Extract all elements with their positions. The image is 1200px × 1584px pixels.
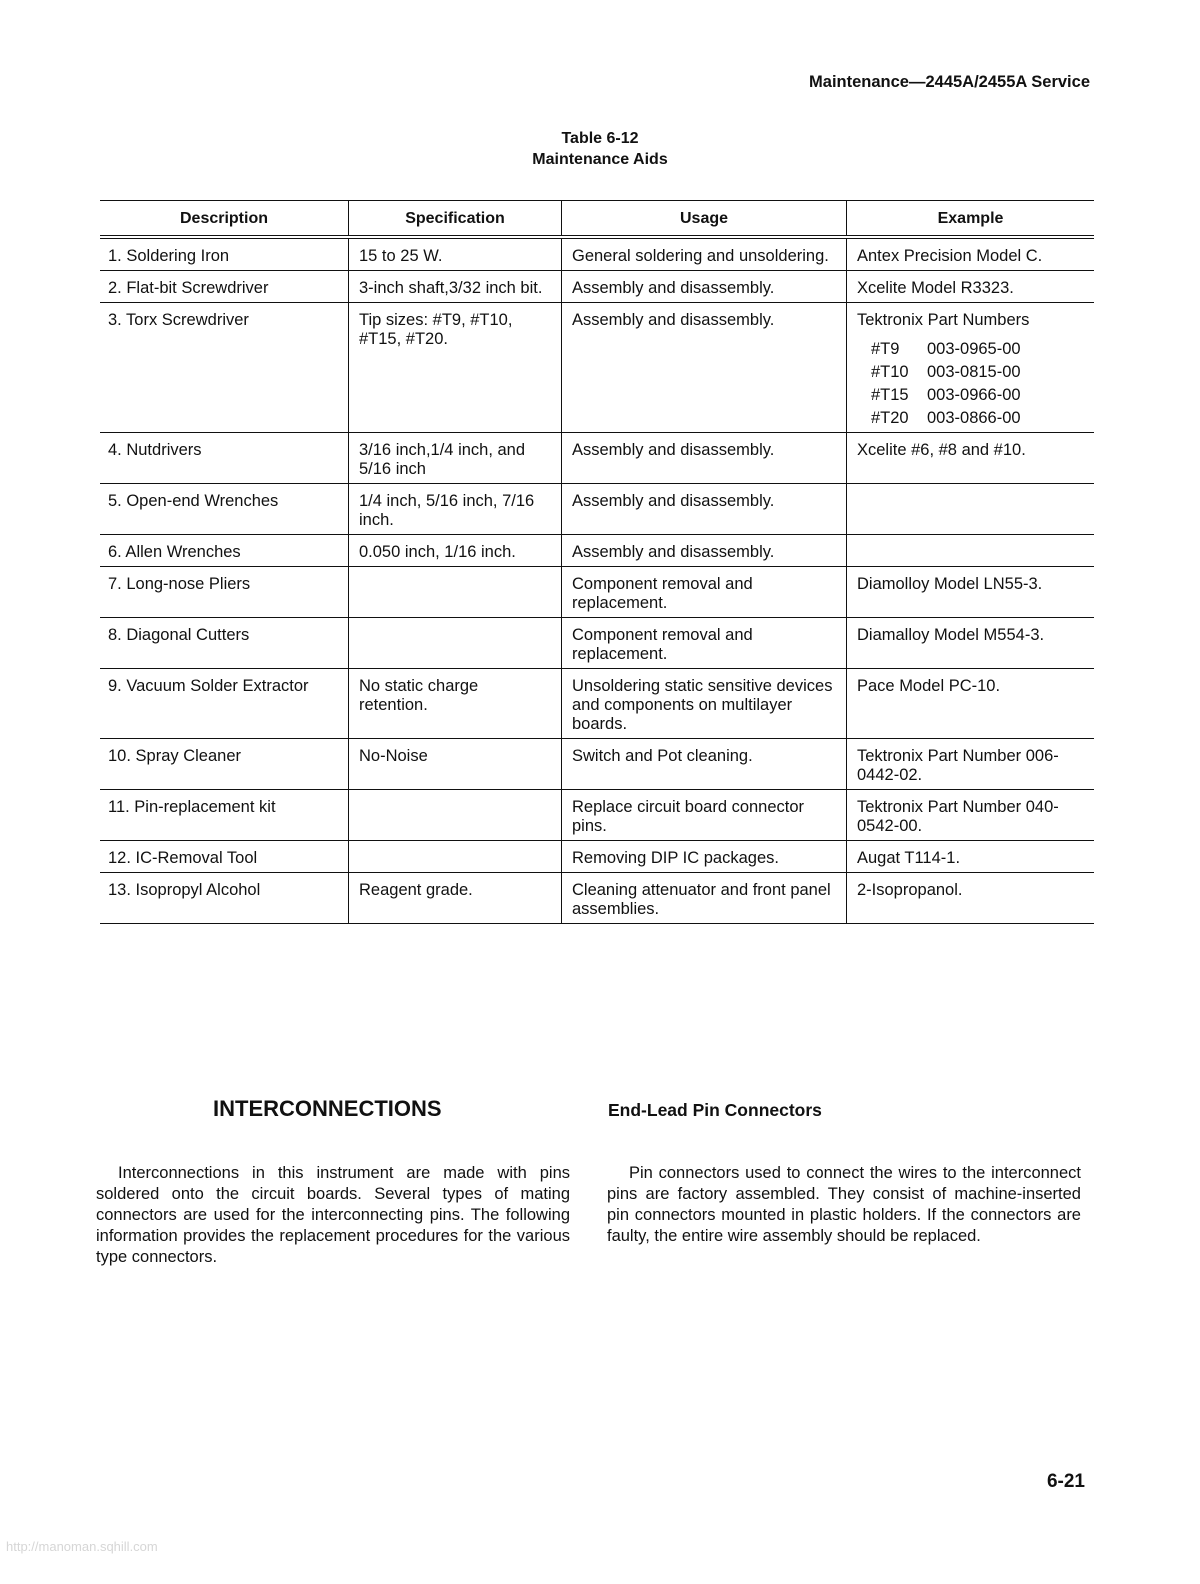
row-usage [562, 433, 847, 484]
row-example-text: Tektronix Part Number 040-0542-00. [857, 798, 1059, 835]
tektronix-part-number: 003-0866-00 [927, 409, 1021, 427]
row-specification-text: Reagent grade. [359, 881, 473, 899]
row-description-text: 7. Long-nose Pliers [108, 575, 251, 593]
row-description-text: 6. Allen Wrenches [108, 543, 241, 561]
row-example [847, 567, 1095, 618]
row-example [847, 237, 1095, 271]
table-row [100, 873, 1094, 924]
row-description [100, 535, 349, 567]
table-title: Maintenance Aids [532, 151, 668, 168]
table-header-row [100, 201, 1094, 238]
row-example [847, 433, 1095, 484]
table-body [100, 237, 1094, 924]
row-specification [349, 669, 562, 739]
row-specification [349, 790, 562, 841]
torx-tip-size: #T9 [871, 340, 900, 358]
row-usage [562, 567, 847, 618]
row-example [847, 841, 1095, 873]
row-description [100, 739, 349, 790]
row-specification [349, 873, 562, 924]
row-example-text: Diamalloy Model M554-3. [857, 626, 1045, 644]
torx-tip-size: #T10 [871, 363, 909, 381]
row-description [100, 303, 349, 433]
part-number-item [857, 386, 1084, 405]
part-number-item [857, 340, 1084, 359]
row-usage [562, 271, 847, 303]
row-example-text: Tektronix Part Numbers [857, 311, 1030, 329]
row-example-text: Xcelite Model R3323. [857, 279, 1014, 297]
section-heading-interconnections: INTERCONNECTIONS [213, 1096, 442, 1121]
table-row [100, 303, 1094, 433]
row-specification-text: 1/4 inch, 5/16 inch, 7/16 inch. [359, 492, 535, 529]
row-description [100, 790, 349, 841]
table-row [100, 484, 1094, 535]
row-example-text: 2-Isopropanol. [857, 881, 963, 899]
row-description-text: 4. Nutdrivers [108, 441, 202, 459]
row-description [100, 271, 349, 303]
row-usage [562, 484, 847, 535]
row-usage [562, 873, 847, 924]
row-usage-text: General soldering and unsoldering. [572, 247, 829, 265]
row-usage [562, 618, 847, 669]
column-header-usage: Usage [562, 201, 847, 238]
torx-tip-size: #T15 [871, 386, 909, 404]
row-description [100, 669, 349, 739]
table-row [100, 841, 1094, 873]
tektronix-part-number: 003-0965-00 [927, 340, 1021, 358]
table-row [100, 790, 1094, 841]
row-example [847, 484, 1095, 535]
column-header-example: Example [847, 201, 1095, 238]
row-description [100, 567, 349, 618]
table-row [100, 669, 1094, 739]
row-specification-text: 0.050 inch, 1/16 inch. [359, 543, 516, 561]
row-description [100, 237, 349, 271]
column-header-specification: Specification [349, 201, 562, 238]
watermark-url: http://manoman.sqhill.com [6, 1539, 158, 1554]
table-row [100, 535, 1094, 567]
row-usage [562, 237, 847, 271]
table-row [100, 271, 1094, 303]
row-usage [562, 535, 847, 567]
row-specification [349, 841, 562, 873]
row-example [847, 739, 1095, 790]
row-usage-text: Switch and Pot cleaning. [572, 747, 753, 765]
row-usage [562, 303, 847, 433]
tektronix-part-number: 003-0966-00 [927, 386, 1021, 404]
row-example-text: Antex Precision Model C. [857, 247, 1043, 265]
interconnections-paragraph: Interconnections in this instrument are made with pins soldered onto the circuit boards. Several types of mating connectors are used for the interconnecting pins. The following information provides the replacement procedures for the various type connectors. [96, 1164, 570, 1266]
row-example [847, 790, 1095, 841]
row-description [100, 841, 349, 873]
table-row [100, 618, 1094, 669]
row-usage [562, 669, 847, 739]
row-usage-text: Component removal and replacement. [572, 575, 753, 612]
row-description-text: 8. Diagonal Cutters [108, 626, 250, 644]
row-description-text: 1. Soldering Iron [108, 247, 230, 265]
row-example [847, 303, 1095, 433]
row-usage-text: Assembly and disassembly. [572, 543, 775, 561]
part-number-item [857, 363, 1084, 382]
row-usage-text: Assembly and disassembly. [572, 279, 775, 297]
row-specification-text: Tip sizes: #T9, #T10, #T15, #T20. [359, 311, 513, 348]
table-row [100, 433, 1094, 484]
torx-tip-size: #T20 [871, 409, 909, 427]
row-specification [349, 303, 562, 433]
row-description [100, 873, 349, 924]
row-example [847, 669, 1095, 739]
row-specification [349, 237, 562, 271]
part-number-list [857, 340, 1084, 428]
row-example [847, 535, 1095, 567]
part-number-item [857, 409, 1084, 428]
row-example [847, 271, 1095, 303]
row-example-text: Augat T114-1. [857, 849, 961, 867]
row-description-text: 5. Open-end Wrenches [108, 492, 279, 510]
maintenance-aids-table [100, 200, 1094, 924]
row-usage-text: Assembly and disassembly. [572, 311, 775, 329]
row-example-text: Xcelite #6, #8 and #10. [857, 441, 1026, 459]
row-specification-text: No-Noise [359, 747, 428, 765]
row-specification [349, 567, 562, 618]
row-specification-text: 3-inch shaft,3/32 inch bit. [359, 279, 543, 297]
row-usage-text: Component removal and replacement. [572, 626, 753, 663]
row-example-text: Tektronix Part Number 006-0442-02. [857, 747, 1059, 784]
row-example [847, 873, 1095, 924]
table-number: Table 6-12 [561, 130, 639, 147]
row-usage-text: Assembly and disassembly. [572, 492, 775, 510]
row-specification [349, 618, 562, 669]
table-row [100, 237, 1094, 271]
row-description-text: 9. Vacuum Solder Extractor [108, 677, 309, 695]
row-specification [349, 433, 562, 484]
row-description [100, 484, 349, 535]
row-usage-text: Cleaning attenuator and front panel assemblies. [572, 881, 831, 918]
row-usage-text: Replace circuit board connector pins. [572, 798, 805, 835]
row-usage [562, 790, 847, 841]
row-specification [349, 739, 562, 790]
row-specification [349, 535, 562, 567]
row-usage-text: Assembly and disassembly. [572, 441, 775, 459]
row-specification [349, 484, 562, 535]
row-specification-text: No static charge retention. [359, 677, 479, 714]
row-description-text: 12. IC-Removal Tool [108, 849, 258, 867]
row-usage-text: Removing DIP IC packages. [572, 849, 779, 867]
table-caption [0, 128, 1200, 170]
row-specification [349, 271, 562, 303]
row-example [847, 618, 1095, 669]
row-example-text: Pace Model PC-10. [857, 677, 1001, 695]
row-usage [562, 841, 847, 873]
running-head: Maintenance—2445A/2455A Service [809, 73, 1090, 91]
row-usage [562, 739, 847, 790]
page-number: 6-21 [1046, 1471, 1085, 1492]
table-row [100, 739, 1094, 790]
end-lead-paragraph: Pin connectors used to connect the wires to the interconnect pins are factory assembled. They consist of machine-inserted pin connectors mounted in plastic holders. If the connectors are faulty, the entire wire assembly should be replaced. [607, 1164, 1081, 1245]
row-example-text: Diamolloy Model LN55-3. [857, 575, 1043, 593]
subsection-heading-end-lead: End-Lead Pin Connectors [608, 1100, 822, 1120]
row-specification-text: 3/16 inch,1/4 inch, and 5/16 inch [359, 441, 526, 478]
row-description-text: 2. Flat-bit Screwdriver [108, 279, 269, 297]
column-header-description: Description [100, 201, 349, 238]
row-description-text: 13. Isopropyl Alcohol [108, 881, 261, 899]
row-description [100, 433, 349, 484]
table-row [100, 567, 1094, 618]
row-description-text: 11. Pin-replacement kit [108, 798, 276, 816]
row-description [100, 618, 349, 669]
row-usage-text: Unsoldering static sensitive devices and components on multilayer boards. [572, 677, 833, 733]
row-description-text: 10. Spray Cleaner [108, 747, 241, 765]
row-description-text: 3. Torx Screwdriver [108, 311, 249, 329]
row-specification-text: 15 to 25 W. [359, 247, 443, 265]
tektronix-part-number: 003-0815-00 [927, 363, 1021, 381]
